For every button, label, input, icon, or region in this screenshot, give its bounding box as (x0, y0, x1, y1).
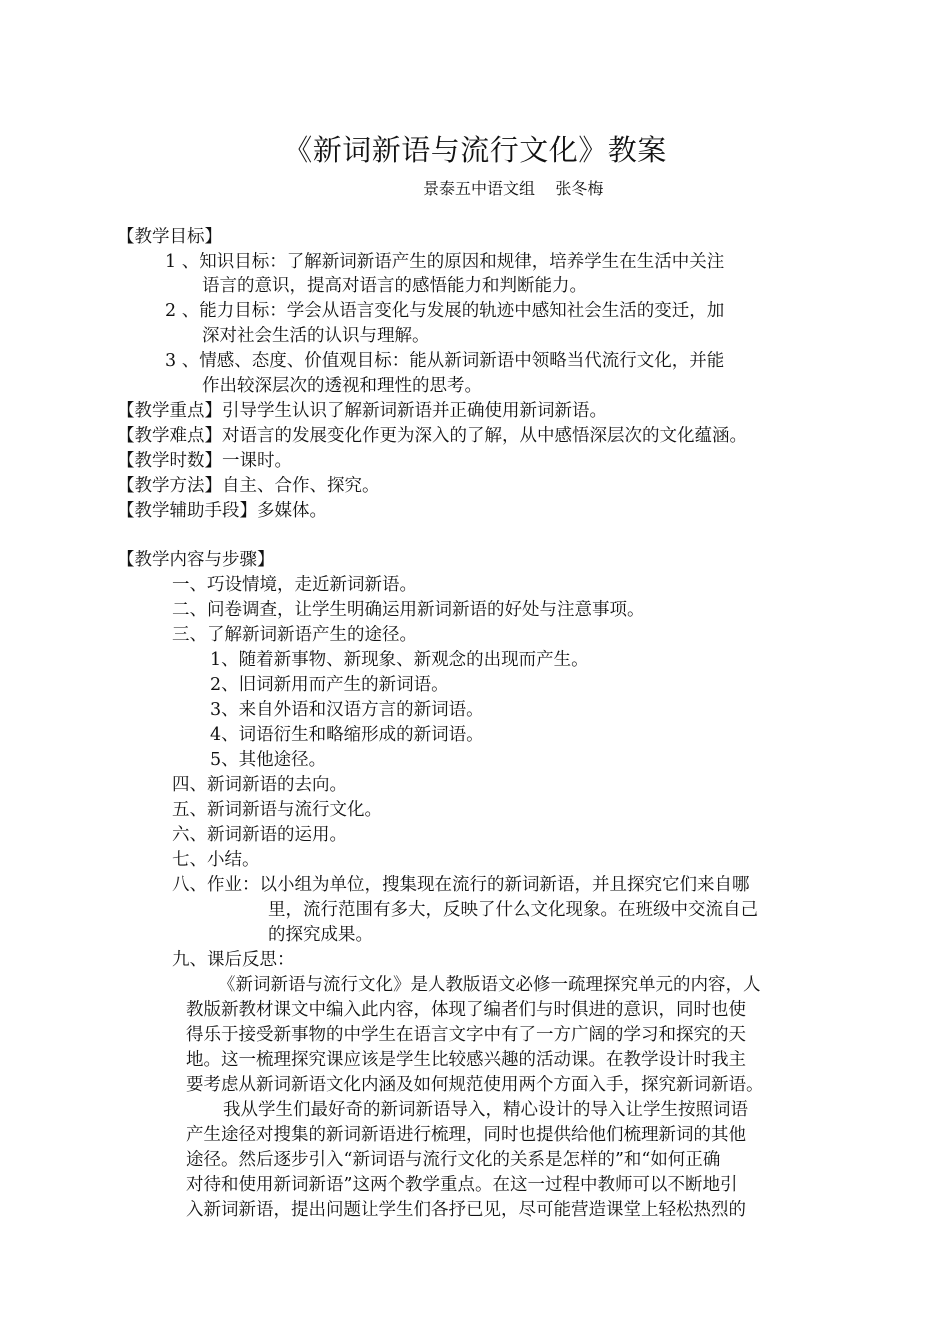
goal-3-line-1: 3 、情感、态度、价值观目标：能从新词新语中领略当代流行文化，并能 (165, 351, 725, 371)
goal-3-line-2: 作出较深层次的透视和理性的思考。 (202, 376, 482, 396)
class-hours: 【教学时数】一课时。 (117, 451, 292, 471)
step-7: 七、小结。 (172, 850, 260, 870)
reflection-para-2-line-1: 我从学生们最好奇的新词新语导入，精心设计的导入让学生按照词语 (223, 1100, 748, 1120)
difficulty: 【教学难点】对语言的发展变化作更为深入的了解，从中感悟深层次的文化蕴涵。 (117, 426, 747, 446)
step-4: 四、新词新语的去向。 (172, 775, 347, 795)
step-3-item-5: 5、其他途径。 (210, 750, 327, 770)
step-3: 三、了解新词新语产生的途径。 (172, 625, 417, 645)
goal-1-line-1: 1 、知识目标：了解新词新语产生的原因和规律，培养学生在生活中关注 (165, 252, 725, 272)
step-1: 一、巧设情境，走近新词新语。 (172, 575, 417, 595)
reflection-para-2-line-4: 对待和使用新词新语”这两个教学重点。在这一过程中教师可以不断地引 (186, 1175, 738, 1195)
reflection-para-1-line-2: 教版新教材课文中编入此内容，体现了编者们与时俱进的意识，同时也使 (186, 1000, 746, 1020)
reflection-para-1-line-4: 地。这一梳理探究课应该是学生比较感兴趣的活动课。在教学设计时我主 (186, 1050, 746, 1070)
step-5: 五、新词新语与流行文化。 (172, 800, 382, 820)
author-line: 景泰五中语文组 张冬梅 (423, 179, 604, 198)
step-9: 九、课后反思： (172, 950, 295, 970)
step-6: 六、新词新语的运用。 (172, 825, 347, 845)
goal-1-line-2: 语言的意识，提高对语言的感悟能力和判断能力。 (202, 276, 587, 296)
document-title: 《新词新语与流行文化》教案 (283, 133, 667, 167)
step-8-line-2: 里，流行范围有多大，反映了什么文化现象。在班级中交流自己 (268, 900, 758, 920)
teaching-method: 【教学方法】自主、合作、探究。 (117, 476, 380, 496)
reflection-para-1-line-3: 得乐于接受新事物的中学生在语言文字中有了一方广阔的学习和探究的天 (186, 1025, 746, 1045)
step-3-item-4: 4、词语衍生和略缩形成的新词语。 (210, 725, 484, 745)
key-point: 【教学重点】引导学生认识了解新词新语并正确使用新词新语。 (117, 401, 607, 421)
reflection-para-2-line-5: 入新词新语，提出问题让学生们各抒已见，尽可能营造课堂上轻松热烈的 (186, 1200, 746, 1220)
reflection-para-2-line-3: 途径。然后逐步引入“新词语与流行文化的关系是怎样的”和“如何正确 (186, 1150, 721, 1170)
step-8-line-1: 八、作业：以小组为单位，搜集现在流行的新词新语，并且探究它们来自哪 (172, 875, 750, 895)
reflection-para-1-line-5: 要考虑从新词新语文化内涵及如何规范使用两个方面入手，探究新词新语。 (186, 1075, 764, 1095)
goal-2-line-2: 深对社会生活的认识与理解。 (202, 326, 430, 346)
step-3-item-2: 2、旧词新用而产生的新词语。 (210, 675, 449, 695)
step-3-item-1: 1、随着新事物、新现象、新观念的出现而产生。 (210, 650, 589, 670)
step-2: 二、问卷调查，让学生明确运用新词新语的好处与注意事项。 (172, 600, 645, 620)
step-8-line-3: 的探究成果。 (268, 925, 373, 945)
reflection-para-1-line-1: 《新词新语与流行文化》是人教版语文必修一疏理探究单元的内容，人 (218, 975, 761, 995)
goals-heading: 【教学目标】 (117, 227, 222, 247)
goal-2-line-1: 2 、能力目标：学会从语言变化与发展的轨迹中感知社会生活的变迁，加 (165, 301, 725, 321)
steps-heading: 【教学内容与步骤】 (117, 550, 275, 570)
reflection-para-2-line-2: 产生途径对搜集的新词新语进行梳理，同时也提供给他们梳理新词的其他 (186, 1125, 746, 1145)
teaching-aids: 【教学辅助手段】多媒体。 (117, 501, 327, 521)
step-3-item-3: 3、来自外语和汉语方言的新词语。 (210, 700, 484, 720)
